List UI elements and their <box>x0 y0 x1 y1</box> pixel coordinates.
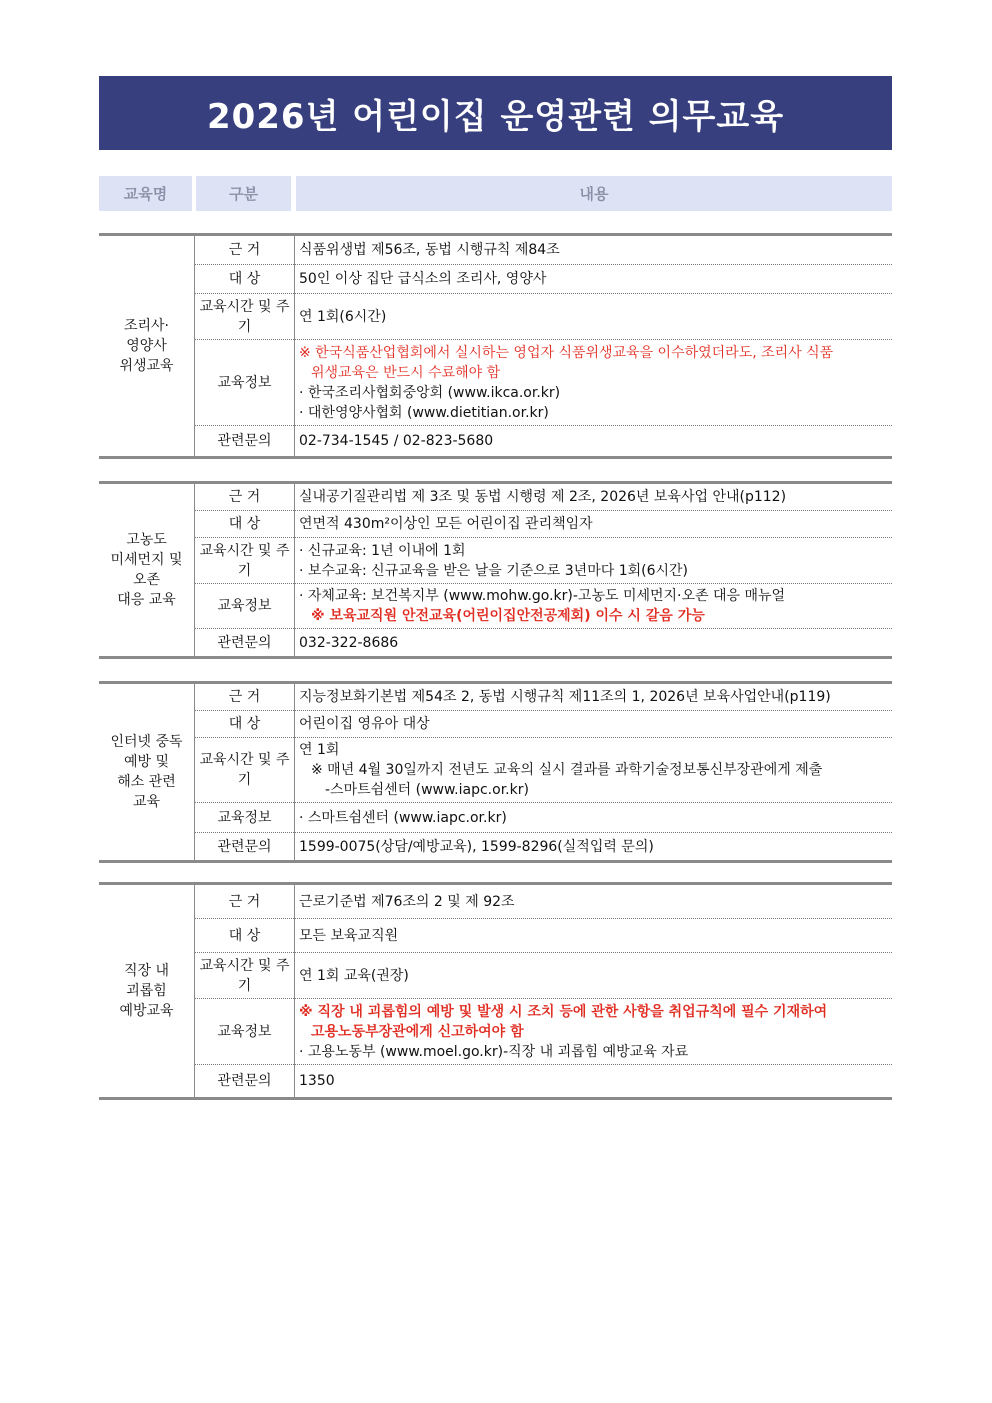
header-education-name: 교육명 <box>99 176 192 211</box>
info-label: 교육정보 <box>195 340 295 426</box>
section-cook-hygiene <box>99 233 892 459</box>
time-value: · 신규교육: 1년 이내에 1회 · 보수교육: 신규교육을 받은 날을 기준으로 3년마다 1회(6시간) <box>295 538 893 584</box>
target-label: 대 상 <box>195 711 295 738</box>
time-value: 연 1회(6시간) <box>295 294 893 340</box>
info-value: · 스마트쉼센터 (www.iapc.or.kr) <box>295 803 893 833</box>
info-label: 교육정보 <box>195 999 295 1065</box>
contact-label: 관련문의 <box>195 1065 295 1099</box>
basis-value: 실내공기질관리법 제 3조 및 동법 시행령 제 2조, 2026년 보육사업 안내(p112) <box>295 483 893 511</box>
section-name: 조리사· 영양사 위생교육 <box>99 235 195 458</box>
contact-value: 1599-0075(상담/예방교육), 1599-8296(실적입력 문의) <box>299 838 654 855</box>
section-name: 고농도 미세먼지 및 오존 대응 교육 <box>99 483 195 658</box>
basis-label: 근 거 <box>195 683 295 711</box>
basis-value: 식품위생법 제56조, 동법 시행규칙 제84조 <box>295 235 893 265</box>
info-value: · 자체교육: 보건복지부 (www.mohw.go.kr)-고농도 미세먼지·오존 대응 매뉴얼 ※ 보육교직원 안전교육(어린이집안전공제회) 이수 시 갈음 가능 <box>295 584 893 629</box>
basis-label: 근 거 <box>195 884 295 919</box>
contact-value: 032-322-8686 <box>299 634 399 651</box>
contact-label: 관련문의 <box>195 629 295 658</box>
info-label: 교육정보 <box>195 803 295 833</box>
basis-value: 지능정보화기본법 제54조 2, 동법 시행규칙 제11조의 1, 2026년 보육사업안내(p119) <box>295 683 893 711</box>
time-value: 연 1회 교육(권장) <box>295 953 893 999</box>
target-value: 어린이집 영유아 대상 <box>295 711 893 738</box>
basis-label: 근 거 <box>195 235 295 265</box>
time-label: 교육시간 및 주기 <box>195 294 295 340</box>
target-value: 연면적 430m²이상인 모든 어린이집 관리책임자 <box>295 511 893 538</box>
section-name: 인터넷 중독 예방 및 해소 관련 교육 <box>99 683 195 862</box>
time-label: 교육시간 및 주기 <box>195 738 295 803</box>
time-value: 연 1회 ※ 매년 4월 30일까지 전년도 교육의 실시 결과를 과학기술정보통신부장관에게 제출 -스마트쉼센터 (www.iapc.or.kr) <box>295 738 893 803</box>
target-value: 모든 보육교직원 <box>295 919 893 953</box>
time-label: 교육시간 및 주기 <box>195 953 295 999</box>
section-internet-addiction <box>99 681 892 863</box>
basis-value: 근로기준법 제76조의 2 및 제 92조 <box>295 884 893 919</box>
header-category: 구분 <box>196 176 291 211</box>
target-label: 대 상 <box>195 511 295 538</box>
info-value: ※ 한국식품산업협회에서 실시하는 영업자 식품위생교육을 이수하였더라도, 조리사 식품 위생교육은 반드시 수료해야 함 · 한국조리사협회중앙회 (www.ikca.or.kr) · 대한영양사협회 (www.dietitian.or.kr) <box>295 340 893 426</box>
info-value: ※ 직장 내 괴롭힘의 예방 및 발생 시 조치 등에 관한 사항을 취업규칙에 필수 기재하여 고용노동부장관에게 신고하여야 함 · 고용노동부 (www.moel.go.kr)-직장 내 괴롭힘 예방교육 자료 <box>295 999 893 1065</box>
target-label: 대 상 <box>195 919 295 953</box>
contact-value: 1350 <box>299 1073 335 1089</box>
target-value: 50인 이상 집단 급식소의 조리사, 영양사 <box>295 265 893 294</box>
header-content: 내용 <box>296 176 892 211</box>
target-label: 대 상 <box>195 265 295 294</box>
section-name: 직장 내 괴롭힘 예방교육 <box>99 884 195 1099</box>
basis-label: 근 거 <box>195 483 295 511</box>
section-fine-dust <box>99 481 892 659</box>
page-title: 2026년 어린이집 운영관련 의무교육 <box>99 76 892 150</box>
section-workplace-harassment <box>99 882 892 1100</box>
info-label: 교육정보 <box>195 584 295 629</box>
contact-value: 02-734-1545 / 02-823-5680 <box>299 433 494 449</box>
contact-label: 관련문의 <box>195 426 295 458</box>
time-label: 교육시간 및 주기 <box>195 538 295 584</box>
contact-label: 관련문의 <box>195 833 295 862</box>
